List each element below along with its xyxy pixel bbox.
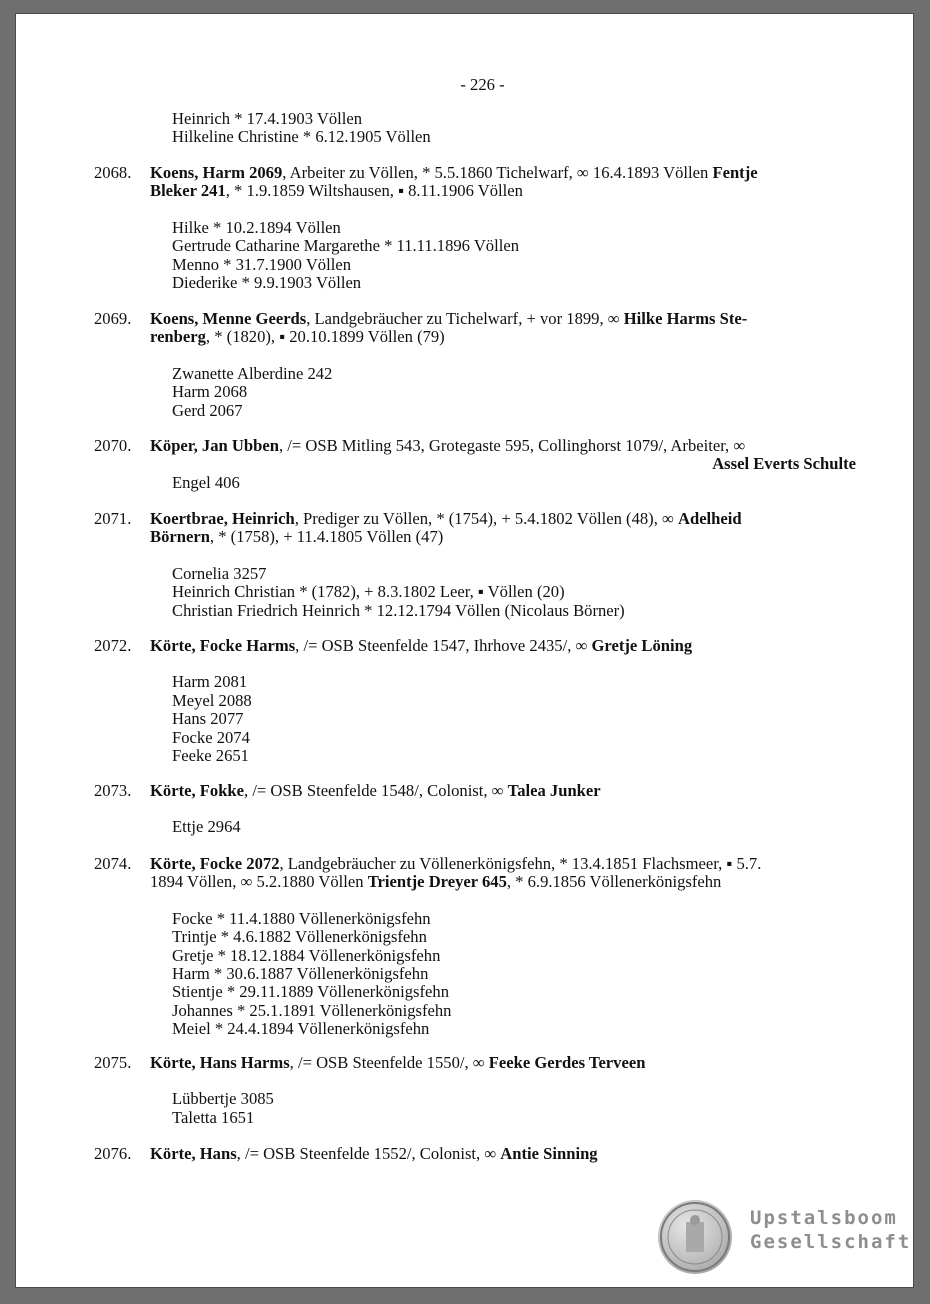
list-item: Heinrich * 17.4.1903 Völlen	[172, 109, 363, 128]
list-item: Zwanette Alberdine 242	[172, 363, 333, 383]
entry-text: , * 6.9.1856 Völlenerkönigsfehn	[506, 872, 722, 892]
spouse-name: Assel Everts Schulte	[712, 454, 856, 474]
entry-2069	[94, 310, 856, 420]
spouse-name: Adelheid	[677, 509, 742, 528]
spouse-name-cont: renberg	[150, 327, 206, 347]
children-list	[172, 818, 856, 836]
spouse-name: Antie Sinning	[500, 1144, 598, 1163]
continued-children	[172, 110, 431, 147]
entry-name: Körte, Focke 2072	[150, 854, 280, 873]
list-item: Meiel * 24.4.1894 Völlenerkönigsfehn	[172, 1019, 430, 1039]
entry-text: , * (1758), + 11.4.1805 Völlen (47)	[209, 527, 444, 547]
entry-text: , /= OSB Steenfelde 1552/, Colonist, ∞	[236, 1144, 501, 1163]
spouse-name: Fentje	[712, 163, 758, 182]
entry-name: Körte, Hans	[150, 1144, 237, 1163]
list-item: Harm 2068	[172, 382, 248, 402]
spouse-name: Hilke Harms Ste-	[623, 309, 748, 328]
logo-line-1: Upstalsboom	[750, 1207, 898, 1229]
spouse-name: Trientje Dreyer 645	[367, 872, 507, 892]
list-item: Meyel 2088	[172, 690, 252, 710]
spouse-name: Talea Junker	[507, 781, 601, 800]
entry-name: Köper, Jan Ubben	[150, 436, 279, 455]
list-item: Menno * 31.7.1900 Völlen	[172, 254, 351, 274]
list-item: Gretje * 18.12.1884 Völlenerkönigsfehn	[172, 945, 441, 965]
children-list	[172, 219, 856, 293]
list-item: Gertrude Catharine Margarethe * 11.11.1896 Völlen	[172, 236, 519, 256]
entry-number: 2073.	[94, 781, 132, 800]
entry-name: Körte, Focke Harms	[150, 636, 296, 655]
entry-text: , Prediger zu Völlen, * (1754), + 5.4.1802 Völlen (48), ∞	[294, 509, 678, 528]
entry-2070	[94, 437, 856, 492]
entry-2068	[94, 164, 856, 292]
document-page	[16, 14, 913, 1287]
list-item: Focke * 11.4.1880 Völlenerkönigsfehn	[172, 908, 431, 928]
entry-name: Körte, Hans Harms	[150, 1053, 290, 1072]
list-item: Cornelia 3257	[172, 563, 267, 583]
logo-text	[750, 1206, 911, 1254]
entry-name: Koens, Menne Geerds	[150, 309, 307, 328]
spouse-name-cont: Bleker 241	[150, 181, 226, 201]
upstalsboom-logo	[658, 1200, 918, 1276]
entry-number: 2070.	[94, 436, 132, 455]
list-item: Heinrich Christian * (1782), + 8.3.1802 Leer, ▪ Völlen (20)	[172, 582, 565, 602]
entry-text: , /= OSB Mitling 543, Grotegaste 595, Collinghorst 1079/, Arbeiter, ∞	[278, 436, 746, 455]
entry-text: , * (1820), ▪ 20.10.1899 Völlen (79)	[205, 327, 445, 347]
spouse-name: Feeke Gerdes Terveen	[488, 1053, 646, 1072]
entry-number: 2076.	[94, 1144, 132, 1163]
entry-number: 2074.	[94, 854, 132, 873]
entry-text: , * 1.9.1859 Wiltshausen, ▪ 8.11.1906 Völlen	[225, 181, 523, 201]
entry-text: , /= OSB Steenfelde 1547, Ihrhove 2435/, ∞	[295, 636, 592, 655]
list-item: Lübbertje 3085	[172, 1089, 274, 1109]
entry-name: Koertbrae, Heinrich	[150, 509, 295, 528]
entry-text: , /= OSB Steenfelde 1548/, Colonist, ∞	[244, 781, 508, 800]
list-item: Johannes * 25.1.1891 Völlenerkönigsfehn	[172, 1000, 452, 1020]
list-item: Gerd 2067	[172, 400, 243, 420]
entry-text: 1894 Völlen, ∞ 5.2.1880 Völlen	[150, 872, 368, 892]
list-item: Ettje 2964	[172, 817, 241, 837]
children-list	[172, 565, 856, 620]
entry-2075	[94, 1054, 856, 1127]
list-item: Harm * 30.6.1887 Völlenerkönigsfehn	[172, 964, 429, 984]
entry-number: 2068.	[94, 163, 132, 182]
list-item: Feeke 2651	[172, 746, 249, 766]
spouse-name: Gretje Löning	[591, 636, 693, 655]
list-item: Stientje * 29.11.1889 Völlenerkönigsfehn	[172, 982, 449, 1002]
list-item: Diederike * 9.9.1903 Völlen	[172, 273, 362, 293]
children-list	[172, 910, 856, 1039]
children-list	[172, 365, 856, 420]
list-item: Hans 2077	[172, 709, 244, 729]
entry-number: 2072.	[94, 636, 132, 655]
list-item: Engel 406	[172, 472, 240, 492]
logo-line-2: Gesellschaft	[750, 1231, 912, 1253]
entry-number: 2075.	[94, 1053, 132, 1072]
entry-2076	[94, 1145, 856, 1163]
seal-icon	[658, 1200, 732, 1274]
entry-number: 2071.	[94, 509, 132, 528]
entry-2072	[94, 637, 856, 765]
entry-2074	[94, 855, 856, 1039]
list-item: Hilke * 10.2.1894 Völlen	[172, 217, 341, 237]
children-list	[172, 1090, 856, 1127]
children-list	[172, 474, 856, 492]
entry-text: , Landgebräucher zu Tichelwarf, + vor 1899, ∞	[306, 309, 624, 328]
entry-name: Koens, Harm 2069	[150, 163, 283, 182]
list-item: Christian Friedrich Heinrich * 12.12.1794 Völlen (Nicolaus Börner)	[172, 600, 625, 620]
entry-2073	[94, 782, 856, 837]
list-item: Hilkeline Christine * 6.12.1905 Völlen	[172, 127, 431, 147]
entry-text: , /= OSB Steenfelde 1550/, ∞	[289, 1053, 489, 1072]
list-item: Harm 2081	[172, 672, 248, 692]
list-item: Focke 2074	[172, 727, 250, 747]
page-number: - 226 -	[460, 75, 505, 94]
entry-text: , Landgebräucher zu Völlenerkönigsfehn, * 13.4.1851 Flachsmeer, ▪ 5.7.	[279, 854, 762, 873]
list-item: Trintje * 4.6.1882 Völlenerkönigsfehn	[172, 927, 427, 947]
entry-2071	[94, 510, 856, 620]
entry-text: , Arbeiter zu Völlen, * 5.5.1860 Tichelwarf, ∞ 16.4.1893 Völlen	[282, 163, 713, 182]
children-list	[172, 673, 856, 765]
entry-number: 2069.	[94, 309, 132, 328]
list-item: Taletta 1651	[172, 1107, 255, 1127]
spouse-name-cont: Börnern	[150, 527, 210, 547]
entry-name: Körte, Fokke	[150, 781, 245, 800]
